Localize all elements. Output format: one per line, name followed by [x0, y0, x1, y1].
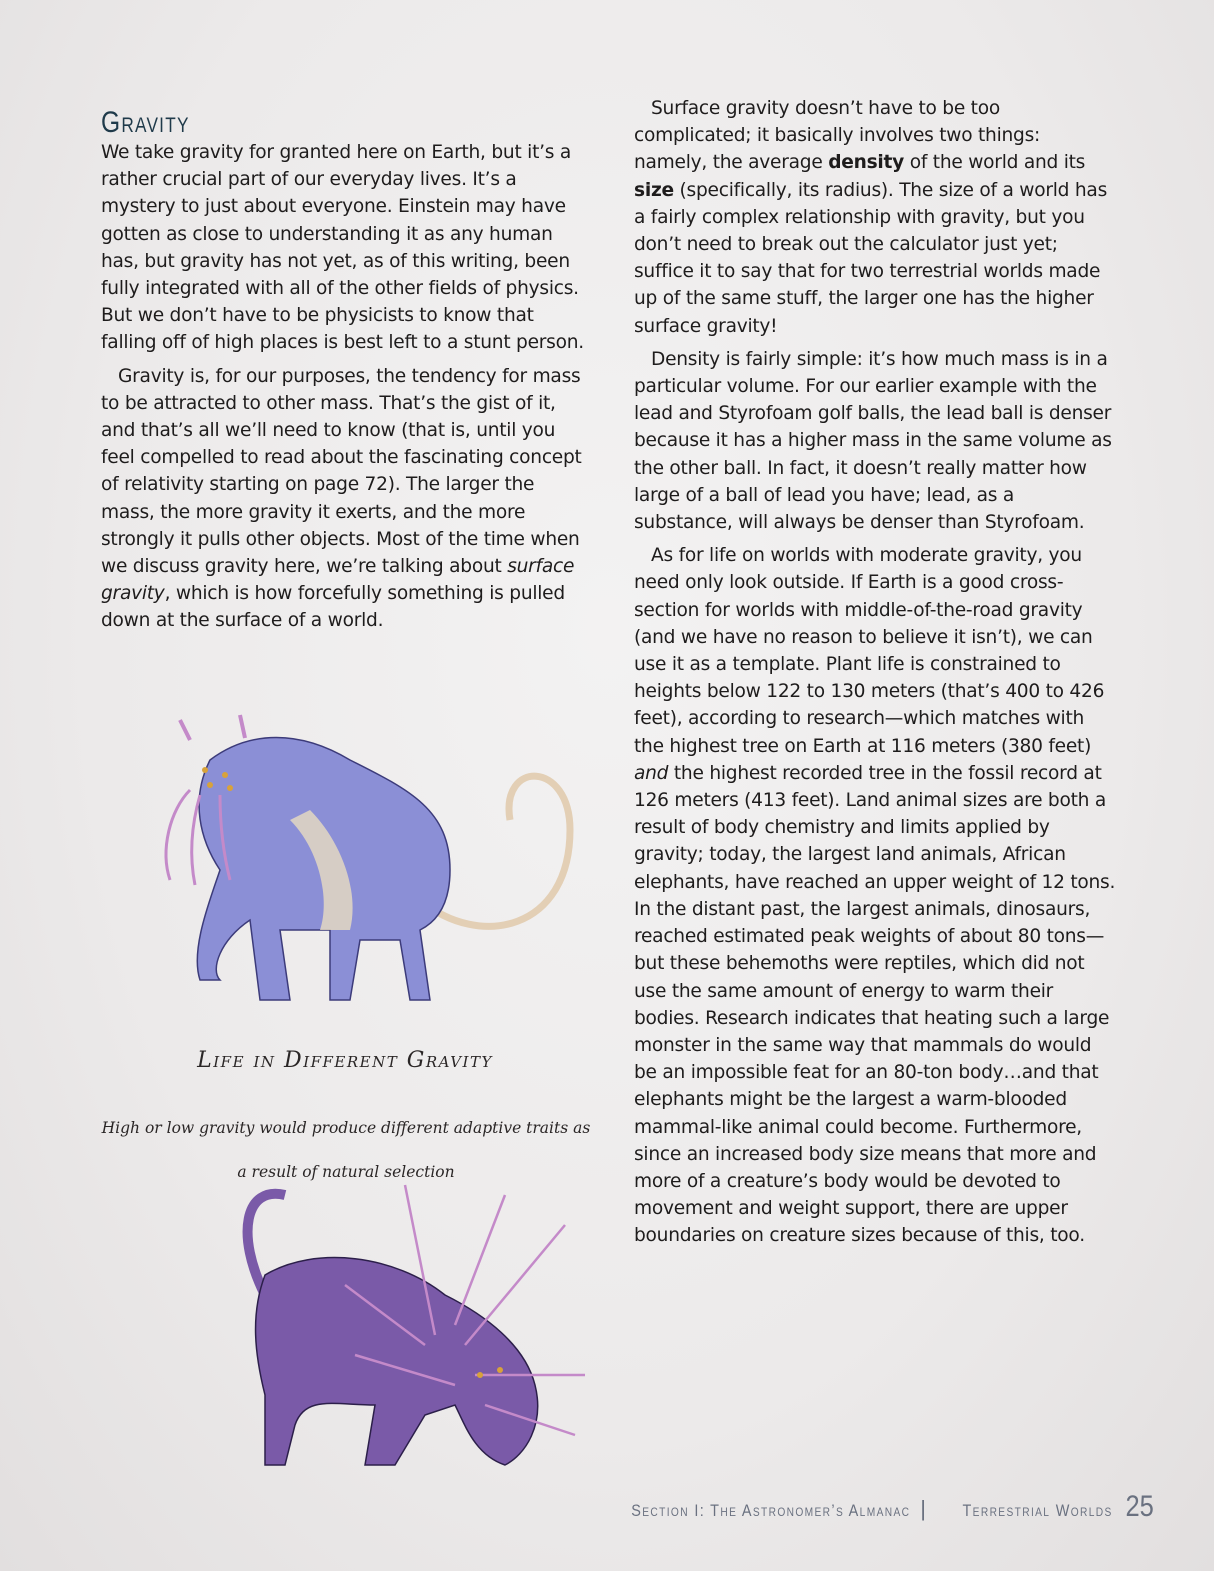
- illustration-caption-title: Life in Different Gravity: [197, 1048, 493, 1073]
- high-gravity-creature-illustration: [225, 1175, 605, 1485]
- paragraph-2: Gravity is, for our purposes, the tendency for mass to be attracted to other mass. That’s the gist of it, and that’s all we’ll need to know (that is, until you feel compelled to read about the fascinating concept of relativity starting on page 72). The larger the mass, the more gravity it exerts, and the more strongly it pulls other objects. Most of the time when we discuss gravity here, we’re talking about surface gravity, which is how forcefully something is pulled down at the surface of a world.: [101, 365, 582, 632]
- section-heading: Gravity: [101, 106, 190, 139]
- left-column: [101, 105, 591, 641]
- page-number: 25: [1125, 1490, 1154, 1523]
- low-gravity-creature-illustration: [150, 700, 590, 1020]
- footer-chapter-title: Terrestrial Worlds: [962, 1501, 1113, 1520]
- paragraph-5: As for life on worlds with moderate gravity, you need only look outside. If Earth is a good cross-section for worlds with middle-of-the-road gravity (and we have no reason to believe it isn’t), we can use it as a template. Plant life is constrained to heights below 122 to 130 meters (that’s 400 to 426 feet), according to research—which matches with the highest tree on Earth at 116 meters (380 feet) and the highest recorded tree in the fossil record at 126 meters (413 feet). Land animal sizes are both a result of body chemistry and limits applied by gravity; today, the largest land animals, African elephants, have reached an upper weight of 12 tons. In the distant past, the largest animals, dinosaurs, reached estimated peak weights of about 80 tons—but these behemoths were reptiles, which did not use the same amount of energy to warm their bodies. Research indicates that heating such a large monster in the same way that mammals do would be an impossible feat for an 80-ton body…and that elephants might be the largest a warm-blooded mammal-like animal could become. Furthermore, since an increased body size means that more and more of a creature’s body would be devoted to movement and weight support, there are upper boundaries on creature sizes because of this, too.: [634, 545, 1116, 1247]
- footer-section-title: Section I: The Astronomer’s Almanac: [631, 1501, 911, 1520]
- footer-separator: |: [920, 1496, 926, 1521]
- paragraph-1: We take gravity for granted here on Earth, but it’s a rather crucial part of our everyday lives. It’s a mystery to just about everyone. Einstein may have gotten as close to understanding it as any human has, but gravity has not yet, as of this writing, been fully integrated with all of the other fields of physics. But we don’t have to be physicists to know that falling off of high places is best left to a stunt person.: [101, 142, 584, 354]
- page-footer: [582, 1490, 1156, 1524]
- illustration-caption-text: High or low gravity would produce different adaptive traits as a result of natural selection: [101, 1119, 591, 1181]
- paragraph-3: Surface gravity doesn’t have to be too complicated; it basically involves two things: namely, the average density of the world and its size (specifically, its radius). The size of a world has a fairly complex relationship with gravity, but you don’t need to break out the calculator just yet; suffice it to say that for two terrestrial worlds made up of the same stuff, the larger one has the higher surface gravity!: [634, 98, 1108, 337]
- right-column: [634, 95, 1118, 1256]
- paragraph-4: Density is fairly simple: it’s how much mass is in a particular volume. For our earlier example with the lead and Styrofoam golf balls, the lead ball is denser because it has a higher mass in the same volume as the other ball. In fact, it doesn’t really matter how large of a ball of lead you have; lead, as a substance, will always be denser than Styrofoam.: [634, 348, 1112, 534]
